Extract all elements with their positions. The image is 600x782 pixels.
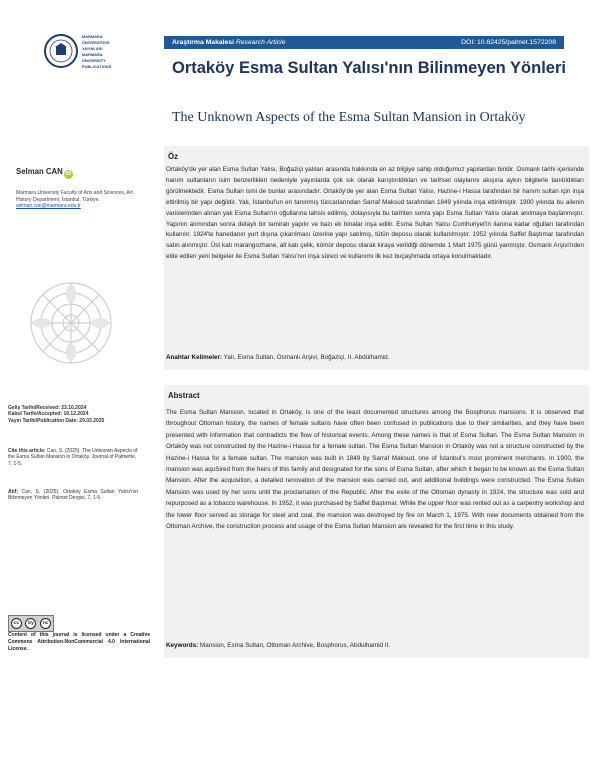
nc-icon: nc (40, 618, 51, 629)
article-dates: Geliş Tarihi/Received: 23.10.2024 Kabul Tarihi/Accepted: 16.12.2024 Yayın Tarihi/Publication Date: 29.03.2025 (8, 405, 105, 424)
university-name: MARMARA ÜNİVERSİTESİ YAYINLARI MARMARA UNIVERSITY PUBLICATIONS (82, 35, 112, 70)
atif-citation: Atıf: Can, S. (2025). Ortaköy Esma Sultan Yalısı'nın Bilinmeyen Yönleri. Palmet Dergisi, 7, 1-5. (8, 489, 139, 502)
abstract-heading: Abstract (168, 391, 200, 400)
keywords: Keywords: Mansion, Esma Sultan, Ottoman Archive, Bosphorus, Abdulhamid II. (166, 642, 391, 649)
abstract-body: The Esma Sultan Mansion, located in Ortaköy, is one of the least documented structures among the Bosphorus mansions. It is observed that throughout Ottoman history, the names of female sultans have often been confused in publications due to their similarities, and they have been presented with information that contradicts the flow of historical events. Among these names is that of Esma Sultan. The Esma Sultan Mansion in Ortaköy was not constructed by the Hazine-i Hassa for a female sultan. The Esma Sultan Mansion in Ortaköy was not a structure constructed by the Hazine-i Hassa for a female sultan. The mansion was built in 1849 by Sarraf Maksud, one of İstanbul's most prominent merchants. In 1900, the mansion was aquSired from the heirs of this family and designated for the sons of Esma Sultan, after which it began to be known as the Esma Sultan Mansion. After the acquisition, a detailed renovation of the mansion was carried out, and additional buildings were constructed. The Esma Sultan Mansion was used by her sons until the proclamation of the Republic. After the exile of the Ottoman dynasty in 1924, the structure was sold and repurposed as a tobacco warehouse. In 1952, it was purchased by Saffet Baştımar. While the upper floor was rented out as a carpentry workshop and the lower floor served as storage for steel and coal, the mansion was destroyed by fire on March 1, 1975. With new documents obtained from the Ottoman Archive, the construction process and usage of the Esma Sultan Mansion are revealed for the first time in this study. (166, 409, 584, 531)
creative-commons-badge[interactable] (8, 615, 54, 632)
cc-icon: cc (11, 618, 22, 629)
doi-link[interactable]: DOI: 10.62425/palmet.1572208 (461, 39, 556, 46)
cite-this-article: Cite this article: Can, S. (2025). The Unknown Aspects of the Esma Sultan Mansion in Ortaköy. Journal of Palmette, 7, 1-5. (8, 448, 138, 467)
university-logo (44, 34, 78, 68)
oz-heading: Öz (168, 152, 178, 161)
oz-body: Ortaköy'de yer alan Esma Sultan Yalısı, Boğaziçi yalıları arasında hakkında en az bilgiye sahip olduğumuz yapılardan biridir. Osmanlı tarihi içerisinde hanım sultanların isim benzerlikleri nedeniyle yayınlarda çok sık olarak karıştırıldıkları ve tarihsel olaylarını akışına aykırı bilgilerle tanıtıldıkları görülmektedir. Esma Sultan ismi de bunlar arasındadır. Ortaköy'de yer alan Esma Sultan Yalısı, Hazine-i Hassa tarafından bir hanım sultan için inşa ettirilmiş bir yapı değildir. Yalı, İstanbul'un en tanınmış tüccarlarından Sarraf Maksud tarafından 1849 yılında inşa ettirilmiştir. 1900 yılında bu ailenin varislerinden alınan yalı Esma Sultan'ın oğullarına tahsis edilmiş, dolayısıyla bu tarihten sonra yapı Esma Sultan Yalısı olarak anılmaya başlanmıştır. Yapının alımından sonra detaylı bir tamiratı yapılır ve bazı ek binalar inşa edilir. Esma Sultan Yalısı Cumhuriyet'in ilanına kadar oğulları tarafından kullanılır. 1924'te hanedanın yurt dışına çıkarılması üzerine yapı satılmış, tütün deposu olarak kullanılmıştır. 1952 yılında Saffet Baştımar tarafından satın alınmıştır. Üst katı marangozhane, alt katı çelik, kömür deposu olarak kiraya verildiği dönemde 1 Mart 1975 günü yanmıştır. Osmanlı Arşivi'nden elde edilen yeni belgeler ile Esma Sultan Yalısı'nın inşa süreci ve kullanımı ilk kez buçaşhmada ortaya konulmaktadır. (166, 166, 584, 261)
title-english: The Unknown Aspects of the Esma Sultan Mansion in Ortaköy (172, 110, 526, 125)
article-type: Araştırma Makalesi Research Article (172, 39, 286, 46)
author-email-link[interactable]: selman.can@marmara.edu.tr (16, 203, 81, 210)
author-name: Selman CAN iD (16, 167, 72, 177)
title-turkish: Ortaköy Esma Sultan Yalısı'nın Bilinmeyen Yönleri (172, 59, 566, 77)
article-header-bar (164, 36, 564, 49)
author-affiliation: Marmara University Faculty of Arts and Sciences, Art History Department, İstanbul, Türkiye. selman.can@marmara.edu.tr (16, 190, 141, 210)
anahtar-kelimeler: Anahtar Kelimeler: Yalı, Esma Sultan, Osmanlı Arşivi, Boğaziçi, II. Abdülhamid. (166, 354, 390, 361)
university-seal-icon (46, 36, 76, 66)
decorative-rosette-icon (28, 280, 114, 366)
by-icon: by (25, 618, 36, 629)
license-text: Content of this journal is licensed under a Creative Commons Attribution-NonCommercial 4.0 International License. (8, 632, 150, 653)
orcid-icon[interactable]: iD (65, 171, 72, 177)
